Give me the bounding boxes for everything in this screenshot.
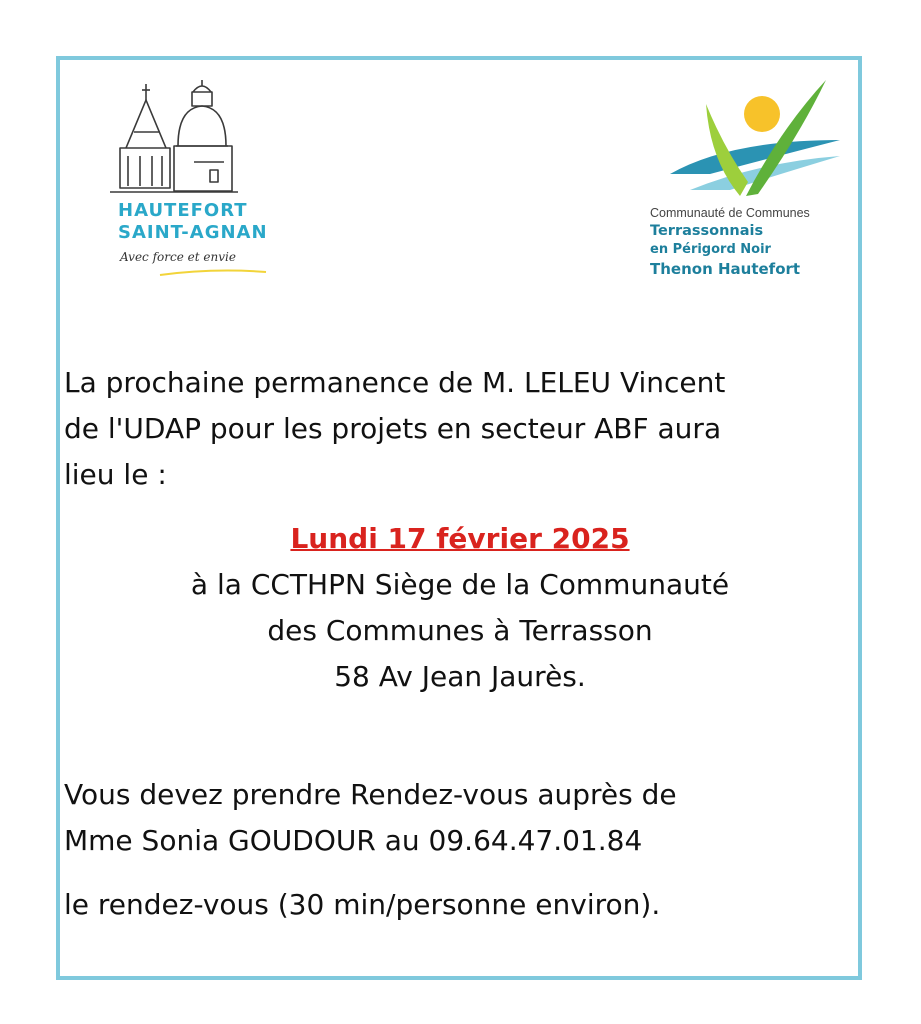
logo-line-communaute: Communauté de Communes — [650, 206, 810, 220]
church-castle-icon — [98, 76, 278, 201]
logo-slogan: Avec force et envie — [120, 250, 236, 264]
logo-name-line1: HAUTEFORT — [118, 200, 248, 221]
yellow-swash-icon — [158, 266, 268, 278]
intro-paragraph — [64, 360, 854, 498]
location-line: 58 Av Jean Jaurès. — [334, 660, 586, 693]
location-line: à la CCTHPN Siège de la Communauté — [190, 568, 730, 601]
communaute-communes-logo — [640, 70, 850, 290]
intro-line: La prochaine permanence de M. LELEU Vincent — [64, 366, 726, 399]
logo-name-line2: SAINT-AGNAN — [118, 222, 268, 243]
logo-line-thenon: Thenon Hautefort — [650, 260, 801, 278]
location-line: des Communes à Terrasson — [267, 614, 653, 647]
duration-note: le rendez-vous (30 min/personne environ). — [64, 888, 661, 921]
logo-line-terrassonnais: Terrassonnais — [650, 223, 764, 239]
hautefort-saint-agnan-logo — [98, 76, 278, 286]
logo-line-perigord: en Périgord Noir — [650, 242, 771, 257]
contact-line: Vous devez prendre Rendez-vous auprès de — [64, 778, 677, 811]
sun-leaf-wave-icon — [650, 70, 850, 202]
intro-line: de l'UDAP pour les projets en secteur ABF aura — [64, 412, 722, 445]
intro-line: lieu le : — [64, 458, 167, 491]
contact-line: Mme Sonia GOUDOUR au 09.64.47.01.84 — [64, 824, 643, 857]
meeting-date: Lundi 17 février 2025 — [290, 522, 630, 555]
contact-paragraph — [64, 772, 677, 864]
appointment-details — [60, 516, 860, 700]
